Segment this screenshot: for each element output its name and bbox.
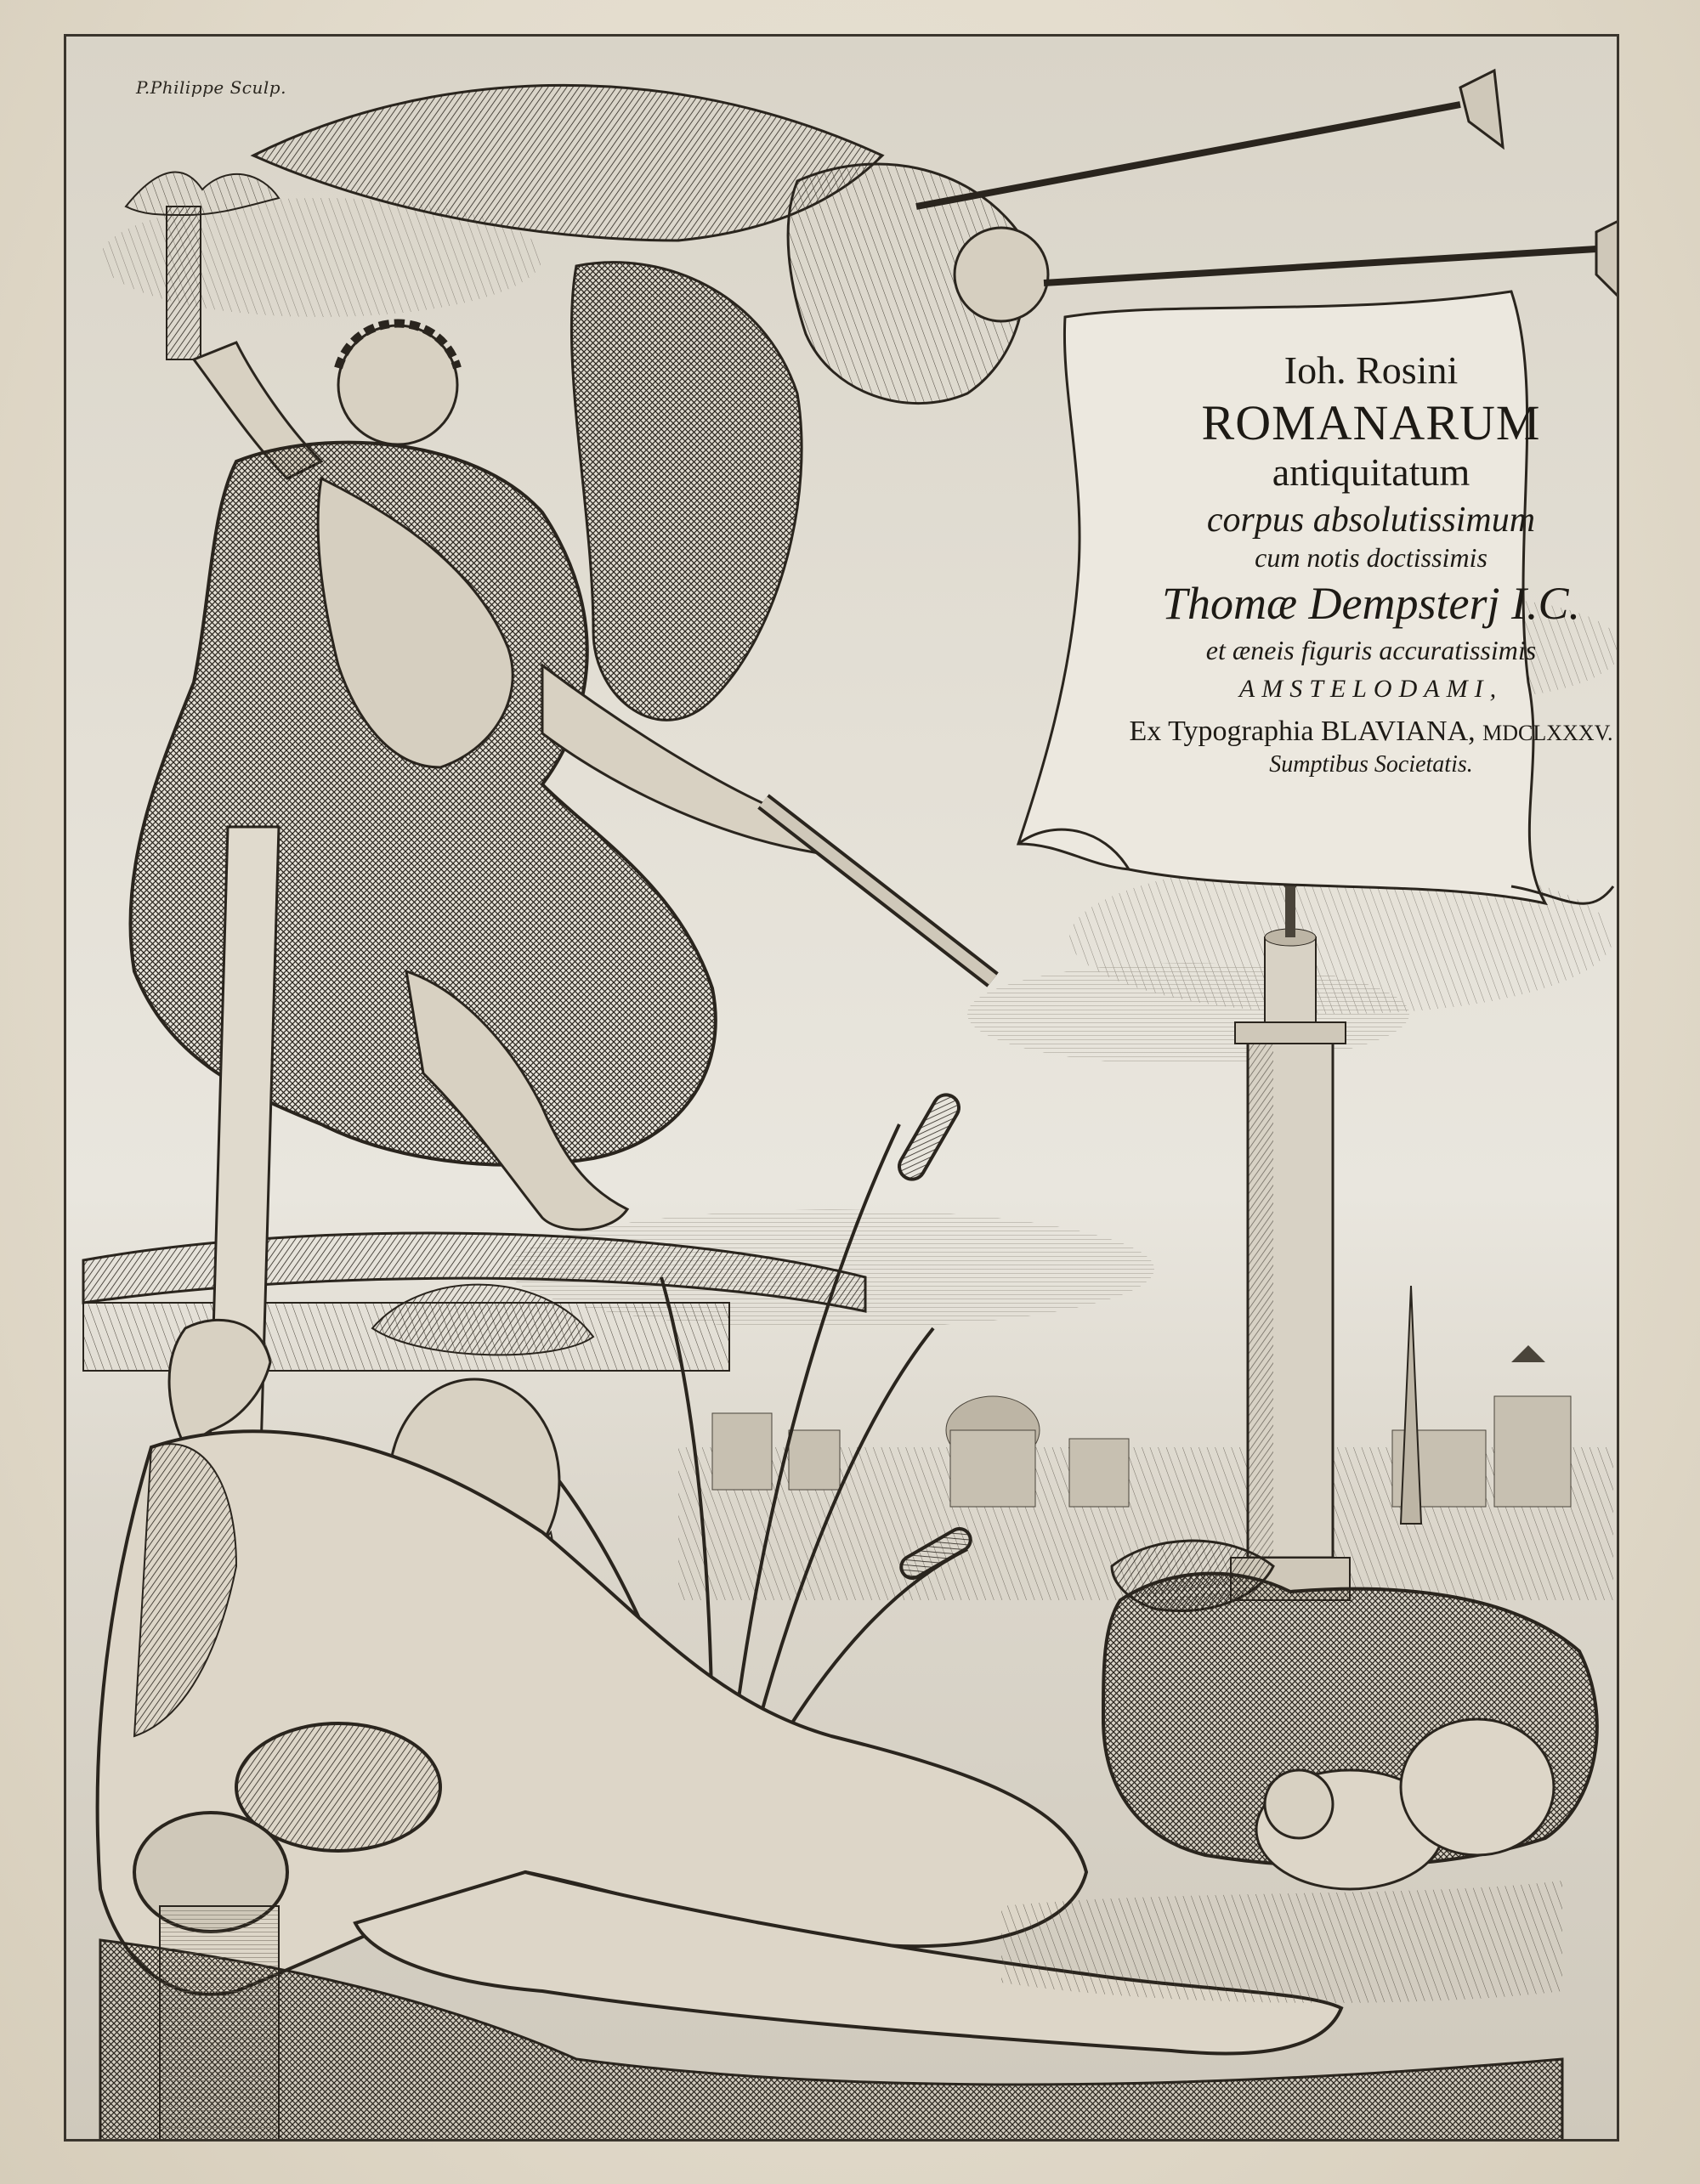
press-line <box>1078 716 1619 748</box>
description-line-1: corpus absolutissimum <box>1206 501 1536 540</box>
press-name: Ex Typographia BLAVIANA, <box>1129 716 1476 747</box>
engraver-signature: P.Philippe Sculp. <box>136 77 286 98</box>
description-line-2: cum notis doctissimis <box>1255 542 1488 573</box>
book-subtitle: antiquitatum <box>1272 450 1470 494</box>
book-title: ROMANARUM <box>1201 395 1541 450</box>
title-text <box>1078 342 1619 778</box>
publication-place: AMSTELODAMI, <box>1238 675 1504 703</box>
author-line: Ioh. Rosini <box>1284 348 1459 392</box>
ground <box>1001 1881 1562 2003</box>
publication-year: MDCLXXXV. <box>1482 721 1613 745</box>
editor-name: Thomæ Dempsterj I.C. <box>1161 578 1580 629</box>
description-line-3: et æneis figuris accuratissimis <box>1205 635 1537 665</box>
sponsor-line: Sumptibus Societatis. <box>1269 751 1473 778</box>
engraved-plate <box>64 34 1619 2142</box>
